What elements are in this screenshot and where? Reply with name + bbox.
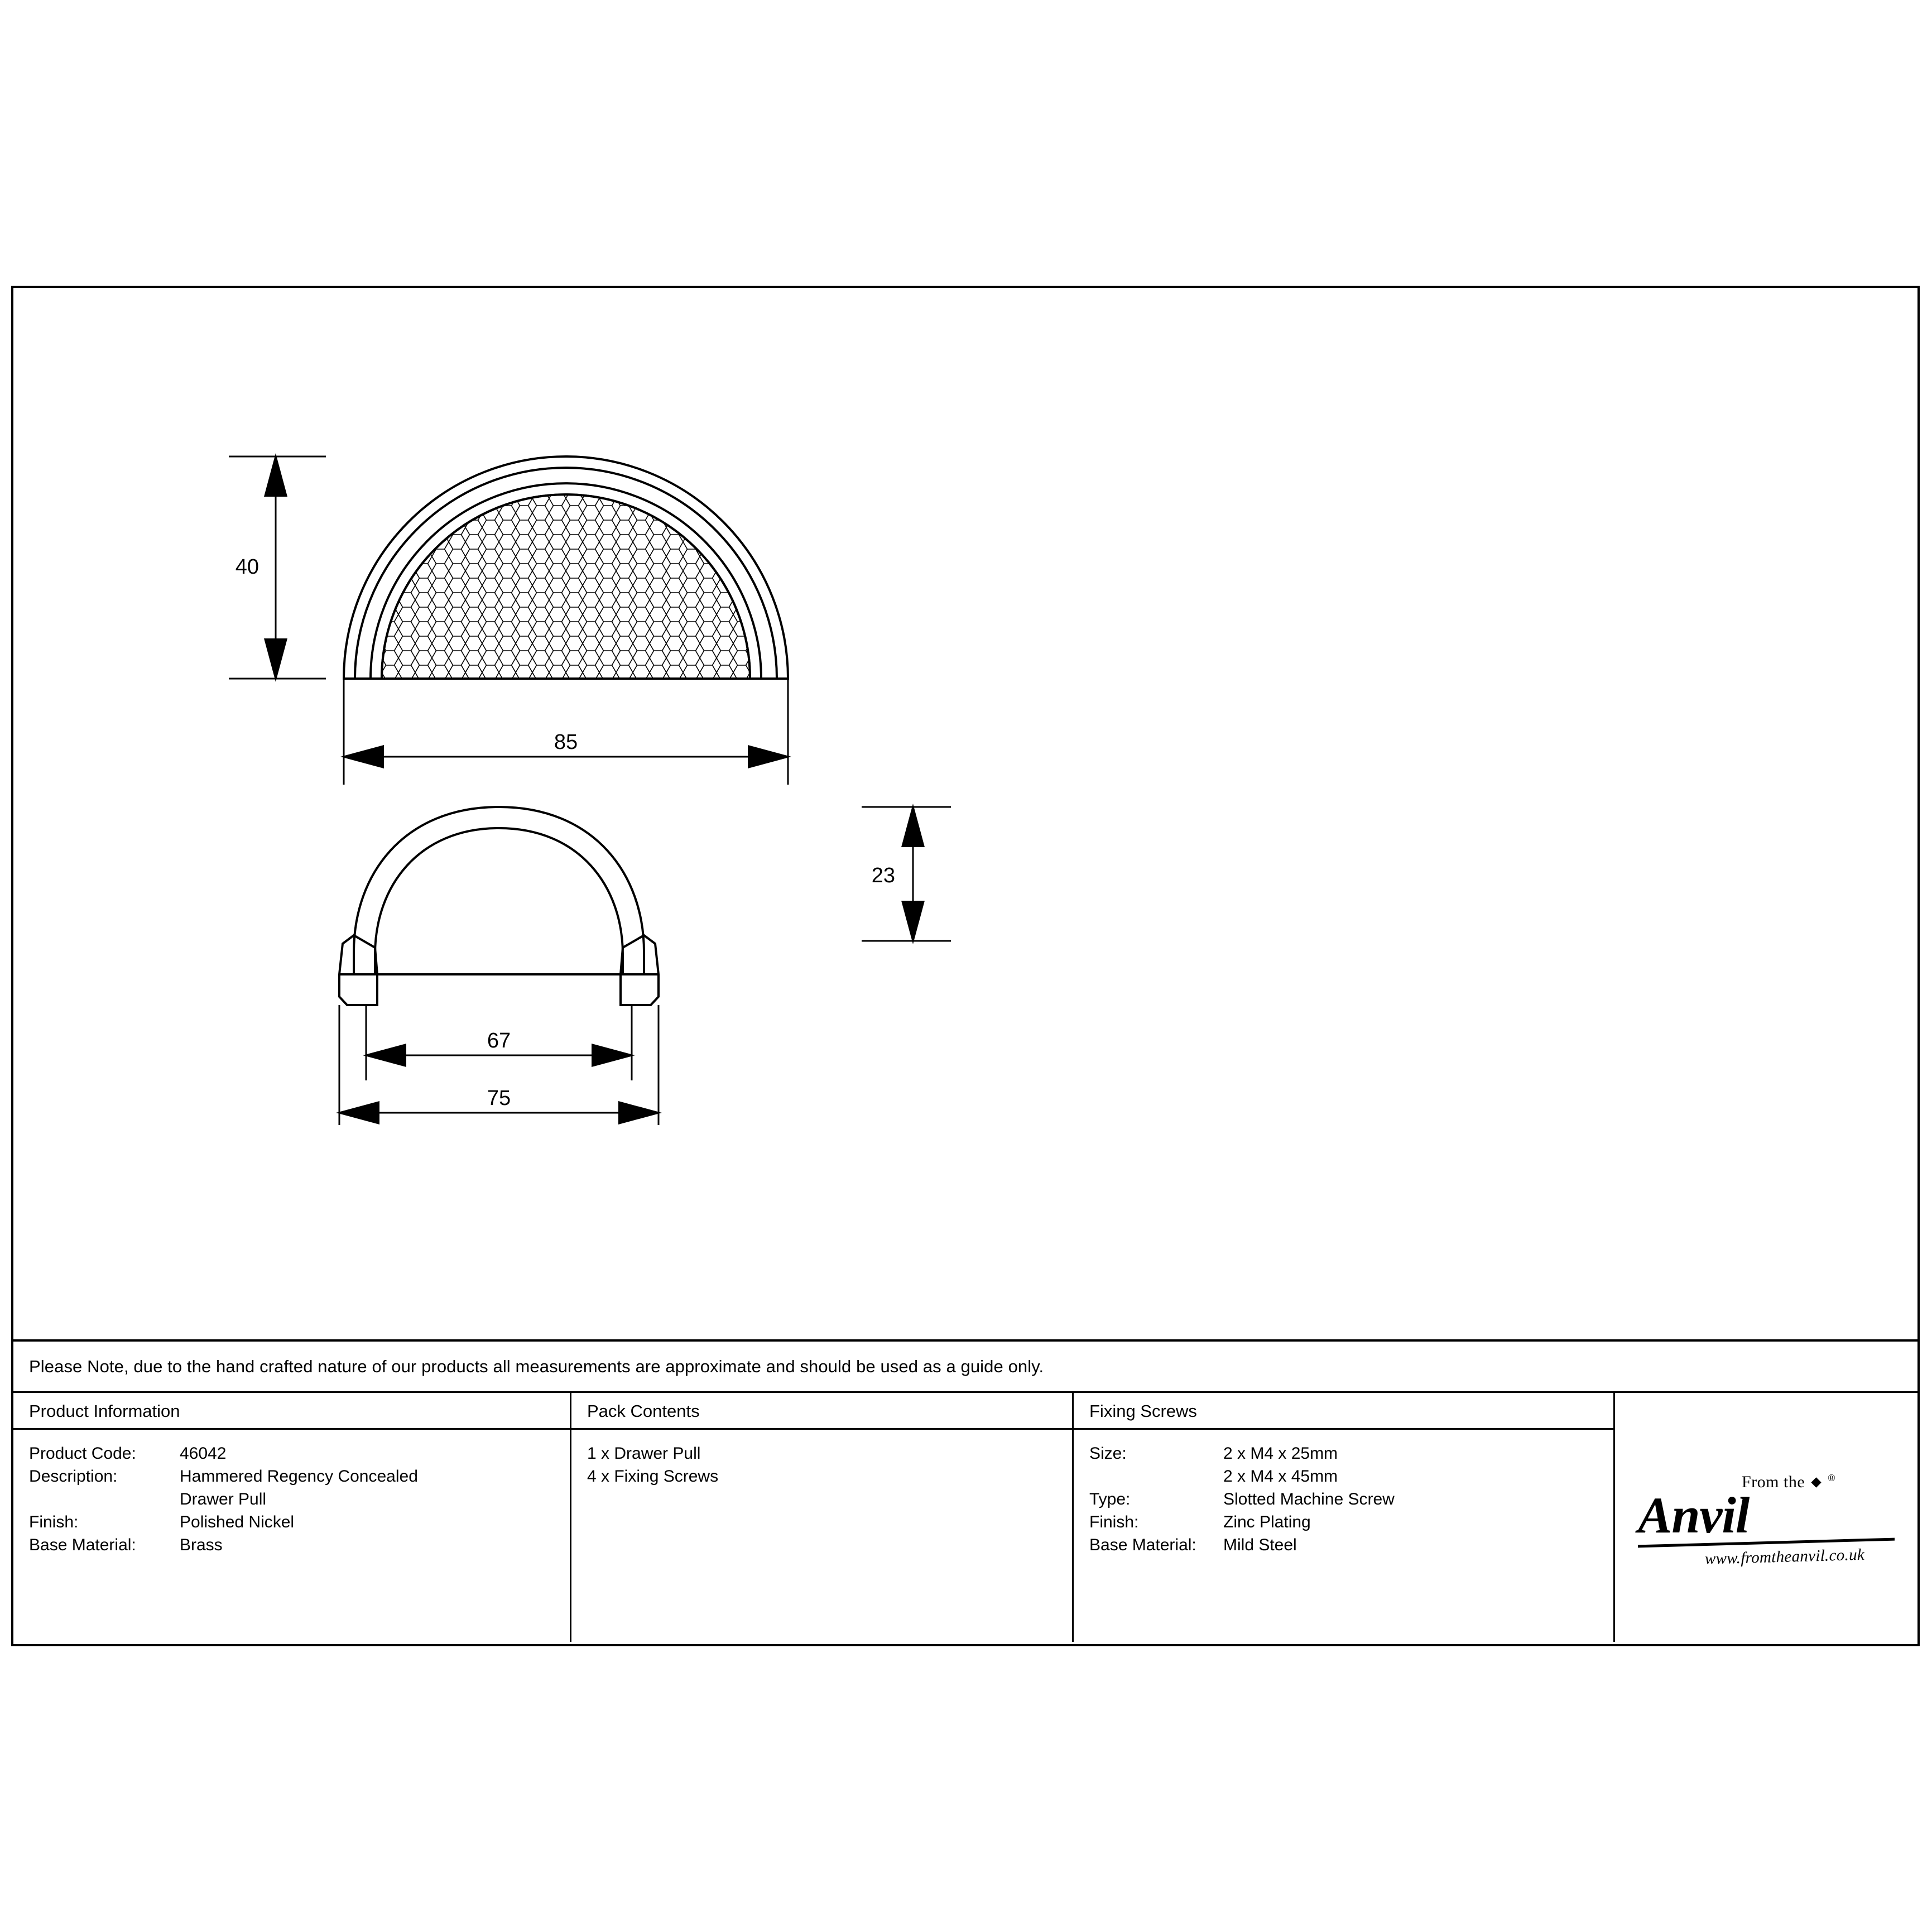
pack-contents-heading: Pack Contents — [571, 1393, 1072, 1430]
screw-size-value: 2 x M4 x 25mm — [1223, 1444, 1338, 1463]
brand-logo-cell — [1615, 1393, 1917, 1642]
registered-trademark-icon: ® — [1828, 1472, 1836, 1483]
dim-label-67: 67 — [487, 1029, 511, 1052]
brand-logo-wordmark: Anvil — [1638, 1487, 1750, 1544]
pack-contents-column — [571, 1393, 1074, 1642]
product-code-value: 46042 — [180, 1444, 227, 1463]
description-label-blank — [29, 1488, 180, 1511]
finish-row — [29, 1511, 570, 1534]
fixing-screws-column — [1074, 1393, 1615, 1642]
product-information-column — [13, 1393, 571, 1642]
dim-label-75: 75 — [487, 1087, 511, 1110]
dim-label-23: 23 — [871, 864, 895, 887]
screw-base-material-value: Mild Steel — [1223, 1536, 1297, 1554]
brand-logo — [1638, 1469, 1895, 1566]
description-value: Hammered Regency Concealed — [180, 1467, 418, 1486]
screw-size-value-continued: 2 x M4 x 45mm — [1223, 1467, 1338, 1486]
base-material-row — [29, 1534, 570, 1556]
screw-size-label: Size: — [1089, 1444, 1127, 1463]
measurement-note-row — [13, 1339, 1917, 1393]
screw-base-material-label: Base Material: — [1089, 1536, 1196, 1554]
screw-finish-value: Zinc Plating — [1223, 1513, 1311, 1531]
pack-contents-item-1: 1 x Drawer Pull — [587, 1444, 701, 1463]
hammered-texture — [379, 489, 753, 681]
screw-size-row — [1089, 1442, 1613, 1465]
pack-contents-item-2: 4 x Fixing Screws — [587, 1467, 719, 1486]
drawing-svg — [13, 288, 1917, 1343]
brand-logo-from-the: From the — [1742, 1473, 1805, 1491]
description-value-continued: Drawer Pull — [180, 1490, 267, 1508]
finish-label: Finish: — [29, 1513, 79, 1531]
brand-logo-top-line — [1742, 1469, 1895, 1491]
information-table — [13, 1339, 1917, 1644]
diamond-icon — [1811, 1477, 1821, 1487]
description-label: Description: — [29, 1467, 118, 1486]
screw-size-row-continued — [1089, 1465, 1613, 1488]
product-code-label: Product Code: — [29, 1444, 136, 1463]
brand-logo-url: www.fromtheanvil.co.uk — [1705, 1545, 1865, 1568]
fixing-screws-heading: Fixing Screws — [1074, 1393, 1613, 1430]
description-row-continued — [29, 1488, 570, 1511]
screw-type-label: Type: — [1089, 1490, 1131, 1508]
screw-finish-row — [1089, 1511, 1613, 1534]
measurement-note: Please Note, due to the hand crafted nature of our products all measurements are approximate and should be used as a guide only. — [29, 1356, 1044, 1376]
dim-label-85: 85 — [554, 730, 578, 754]
base-material-label: Base Material: — [29, 1536, 136, 1554]
screw-type-row — [1089, 1488, 1613, 1511]
dim-label-40: 40 — [235, 555, 259, 579]
screw-base-material-row — [1089, 1534, 1613, 1556]
screw-finish-label: Finish: — [1089, 1513, 1139, 1531]
screw-size-label-blank — [1089, 1465, 1223, 1488]
drawing-sheet — [11, 286, 1920, 1646]
finish-value: Polished Nickel — [180, 1513, 295, 1531]
side-view — [339, 807, 659, 1005]
screw-type-value: Slotted Machine Screw — [1223, 1490, 1395, 1508]
description-row — [29, 1465, 570, 1488]
product-information-heading: Product Information — [13, 1393, 570, 1430]
product-code-row — [29, 1442, 570, 1465]
base-material-value: Brass — [180, 1536, 223, 1554]
technical-drawing-area — [13, 288, 1917, 1343]
